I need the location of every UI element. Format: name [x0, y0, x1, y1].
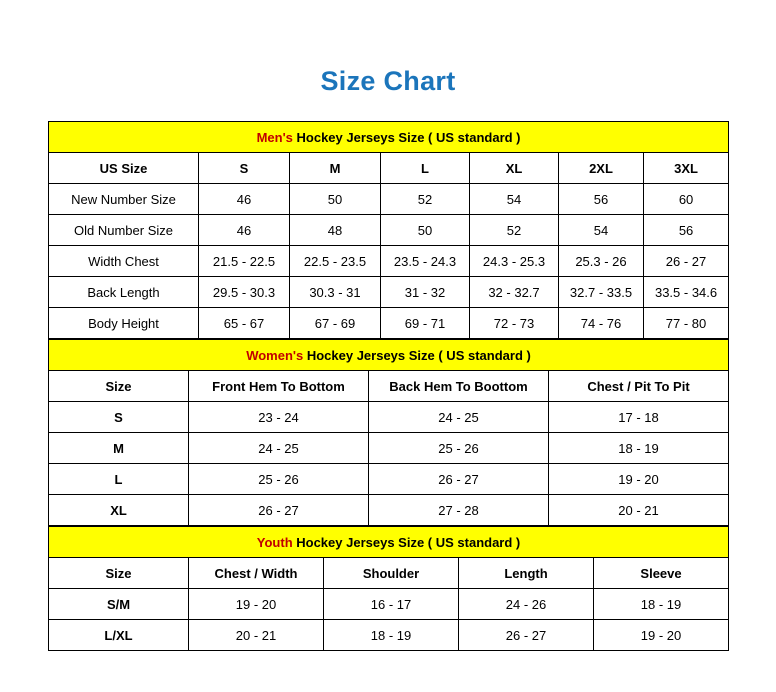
womens-cell: 26 - 27 [189, 495, 369, 526]
mens-cell: 25.3 - 26 [559, 246, 644, 277]
table-row [49, 589, 729, 620]
womens-banner [49, 340, 729, 371]
mens-header-cell: US Size [49, 153, 199, 184]
mens-header-cell: 3XL [644, 153, 729, 184]
womens-header-cell: Back Hem To Boottom [369, 371, 549, 402]
mens-row-label: Back Length [49, 277, 199, 308]
table-row [49, 153, 729, 184]
mens-cell: 23.5 - 24.3 [381, 246, 470, 277]
mens-cell: 77 - 80 [644, 308, 729, 339]
youth-cell: 19 - 20 [594, 620, 729, 651]
youth-cell: 16 - 17 [324, 589, 459, 620]
table-row [49, 246, 729, 277]
womens-cell: 20 - 21 [549, 495, 729, 526]
youth-header-cell: Size [49, 558, 189, 589]
youth-banner-accent: Youth [256, 534, 293, 550]
youth-row-label: L/XL [49, 620, 189, 651]
womens-banner-rest: Hockey Jerseys Size ( US standard ) [303, 347, 531, 363]
mens-cell: 56 [644, 215, 729, 246]
mens-cell: 31 - 32 [381, 277, 470, 308]
size-chart-tables [48, 95, 728, 651]
mens-cell: 29.5 - 30.3 [199, 277, 290, 308]
page-title: Size Chart [320, 66, 456, 96]
womens-header-cell: Chest / Pit To Pit [549, 371, 729, 402]
mens-header-cell: L [381, 153, 470, 184]
womens-cell: 24 - 25 [189, 433, 369, 464]
youth-row-label: S/M [49, 589, 189, 620]
mens-size-table [48, 121, 729, 339]
womens-row-label: L [49, 464, 189, 495]
youth-header-cell: Length [459, 558, 594, 589]
mens-cell: 32.7 - 33.5 [559, 277, 644, 308]
table-row [49, 620, 729, 651]
mens-cell: 54 [559, 215, 644, 246]
table-row [49, 184, 729, 215]
mens-cell: 32 - 32.7 [470, 277, 559, 308]
womens-header-cell: Size [49, 371, 189, 402]
youth-header-cell: Shoulder [324, 558, 459, 589]
womens-header-cell: Front Hem To Bottom [189, 371, 369, 402]
table-row [49, 464, 729, 495]
mens-cell: 60 [644, 184, 729, 215]
mens-cell: 69 - 71 [381, 308, 470, 339]
mens-cell: 50 [381, 215, 470, 246]
womens-banner-accent: Women's [246, 347, 304, 363]
mens-banner-accent: Men's [256, 129, 293, 145]
womens-size-table [48, 339, 729, 526]
mens-cell: 56 [559, 184, 644, 215]
mens-cell: 52 [381, 184, 470, 215]
mens-header-cell: M [290, 153, 381, 184]
mens-cell: 21.5 - 22.5 [199, 246, 290, 277]
mens-cell: 50 [290, 184, 381, 215]
table-banner-row [49, 340, 729, 371]
mens-row-label: Body Height [49, 308, 199, 339]
mens-banner [49, 122, 729, 153]
youth-cell: 18 - 19 [324, 620, 459, 651]
table-row [49, 215, 729, 246]
mens-row-label: Width Chest [49, 246, 199, 277]
mens-cell: 65 - 67 [199, 308, 290, 339]
table-row [49, 433, 729, 464]
youth-banner [49, 527, 729, 558]
mens-cell: 48 [290, 215, 381, 246]
table-row [49, 277, 729, 308]
womens-cell: 18 - 19 [549, 433, 729, 464]
table-row [49, 402, 729, 433]
womens-row-label: S [49, 402, 189, 433]
womens-row-label: M [49, 433, 189, 464]
youth-banner-rest: Hockey Jerseys Size ( US standard ) [292, 534, 521, 550]
mens-banner-rest: Hockey Jerseys Size ( US standard ) [292, 129, 521, 145]
mens-header-cell: XL [470, 153, 559, 184]
youth-cell: 24 - 26 [459, 589, 594, 620]
mens-header-cell: 2XL [559, 153, 644, 184]
mens-cell: 46 [199, 184, 290, 215]
table-row [49, 371, 729, 402]
table-banner-row [49, 122, 729, 153]
womens-cell: 19 - 20 [549, 464, 729, 495]
mens-cell: 46 [199, 215, 290, 246]
youth-header-cell: Chest / Width [189, 558, 324, 589]
youth-cell: 26 - 27 [459, 620, 594, 651]
table-row [49, 495, 729, 526]
womens-cell: 24 - 25 [369, 402, 549, 433]
mens-cell: 24.3 - 25.3 [470, 246, 559, 277]
womens-cell: 26 - 27 [369, 464, 549, 495]
mens-cell: 54 [470, 184, 559, 215]
youth-header-cell: Sleeve [594, 558, 729, 589]
womens-row-label: XL [49, 495, 189, 526]
womens-cell: 17 - 18 [549, 402, 729, 433]
womens-cell: 27 - 28 [369, 495, 549, 526]
mens-cell: 26 - 27 [644, 246, 729, 277]
mens-cell: 67 - 69 [290, 308, 381, 339]
womens-cell: 25 - 26 [369, 433, 549, 464]
mens-cell: 30.3 - 31 [290, 277, 381, 308]
womens-cell: 23 - 24 [189, 402, 369, 433]
mens-cell: 33.5 - 34.6 [644, 277, 729, 308]
youth-cell: 19 - 20 [189, 589, 324, 620]
table-banner-row [49, 527, 729, 558]
mens-cell: 74 - 76 [559, 308, 644, 339]
table-row [49, 308, 729, 339]
mens-cell: 22.5 - 23.5 [290, 246, 381, 277]
mens-row-label: New Number Size [49, 184, 199, 215]
table-row [49, 558, 729, 589]
mens-cell: 72 - 73 [470, 308, 559, 339]
youth-size-table [48, 526, 729, 651]
mens-cell: 52 [470, 215, 559, 246]
mens-header-cell: S [199, 153, 290, 184]
womens-cell: 25 - 26 [189, 464, 369, 495]
youth-cell: 20 - 21 [189, 620, 324, 651]
mens-row-label: Old Number Size [49, 215, 199, 246]
youth-cell: 18 - 19 [594, 589, 729, 620]
